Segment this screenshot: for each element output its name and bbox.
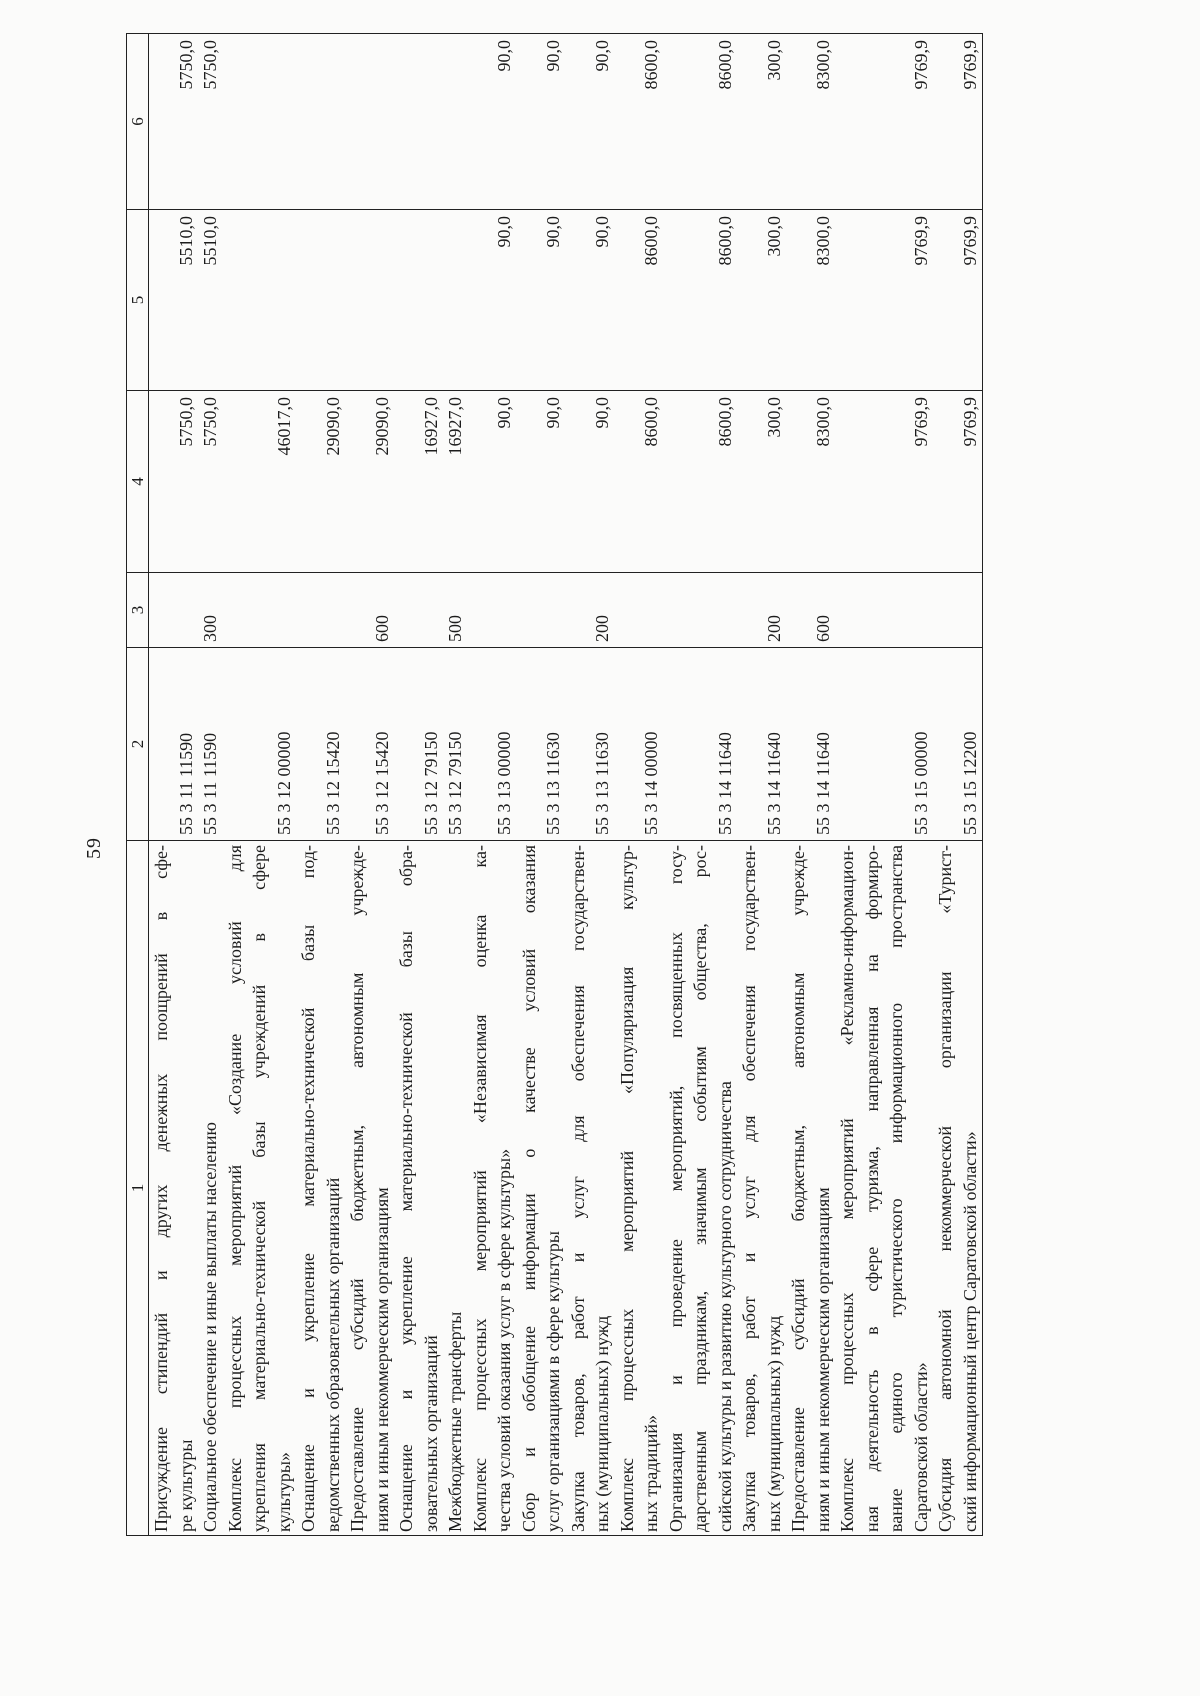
row-code: 55 3 12 79150 xyxy=(420,731,441,835)
row-amount-2023: 8300,0 xyxy=(812,397,833,447)
row-name-cell xyxy=(443,841,468,1536)
row-name-line: Предоставление субсидий бюджетным, автономным учрежде- xyxy=(788,845,808,1532)
table-row xyxy=(198,34,223,1536)
row-amount-2023: 9769,9 xyxy=(959,397,980,447)
row-amount-2024-cell xyxy=(443,210,468,391)
column-header: 6 xyxy=(127,34,149,210)
row-expense-type-cell xyxy=(835,573,933,648)
row-amount-2025-cell xyxy=(468,34,517,210)
row-code-cell xyxy=(468,648,517,841)
table-row xyxy=(223,34,297,1536)
row-name-line: Предоставление субсидий бюджетным, автономным учрежде- xyxy=(347,845,367,1532)
row-amount-2023: 5750,0 xyxy=(175,397,196,447)
row-name-line: культуры» xyxy=(273,1452,294,1532)
row-name-cell xyxy=(223,841,297,1536)
row-expense-type-cell xyxy=(933,573,983,648)
row-expense-type-cell xyxy=(394,573,443,648)
page-number: 59 xyxy=(83,837,105,859)
row-amount-2024: 9769,9 xyxy=(910,216,931,266)
row-amount-2024-cell xyxy=(664,210,738,391)
row-name-cell xyxy=(566,841,615,1536)
row-expense-type-cell xyxy=(517,573,566,648)
row-name-cell xyxy=(296,841,345,1536)
table-row xyxy=(566,34,615,1536)
row-expense-type: 500 xyxy=(445,615,465,642)
row-name-line: Закупка товаров, работ и услуг для обеспечения государствен- xyxy=(567,845,588,1532)
row-name-line: укрепления материально-технической базы учреждений в сфере xyxy=(249,845,269,1532)
row-amount-2025-cell xyxy=(443,34,468,210)
row-name-cell xyxy=(198,841,223,1536)
row-expense-type: 600 xyxy=(812,615,833,642)
row-code: 55 3 12 00000 xyxy=(273,731,294,835)
row-amount-2025: 9769,9 xyxy=(959,40,980,90)
row-expense-type-cell xyxy=(615,573,664,648)
row-amount-2025: 90,0 xyxy=(494,40,514,72)
row-name-line: ных (муниципальных) нужд xyxy=(592,1315,612,1532)
row-amount-2025-cell xyxy=(394,34,443,210)
row-name-line: Комплекс процессных мероприятий «Популяризация культур- xyxy=(616,845,637,1532)
row-amount-2025-cell xyxy=(223,34,297,210)
row-name-line: ре культуры xyxy=(175,1439,196,1532)
row-name-line: дарственным праздникам, значимым событиям общества, рос- xyxy=(690,845,710,1532)
row-amount-2023: 16927,0 xyxy=(445,397,465,456)
row-name-line: ниям и иным некоммерческим организациям xyxy=(812,1187,833,1532)
column-header: 1 xyxy=(127,841,149,1536)
row-amount-2025: 9769,9 xyxy=(910,40,931,90)
row-amount-2024: 90,0 xyxy=(592,216,612,248)
table-row xyxy=(835,34,933,1536)
row-amount-2023-cell xyxy=(394,391,443,573)
row-amount-2024: 90,0 xyxy=(494,216,514,248)
table-header-row xyxy=(127,34,149,1536)
row-name-line: ский информационный центр Саратовской области» xyxy=(959,1131,980,1532)
row-expense-type-cell xyxy=(149,573,199,648)
row-amount-2023: 90,0 xyxy=(494,397,514,429)
row-amount-2024: 5510,0 xyxy=(200,216,220,266)
table-row xyxy=(664,34,738,1536)
row-code-cell xyxy=(664,648,738,841)
row-name-cell xyxy=(933,841,983,1536)
row-amount-2025-cell xyxy=(615,34,664,210)
row-code-cell xyxy=(149,648,199,841)
budget-table xyxy=(126,33,983,1536)
table-row xyxy=(468,34,517,1536)
column-header: 3 xyxy=(127,573,149,648)
row-amount-2025-cell xyxy=(737,34,786,210)
row-name-line: услуг организациями в сфере культуры xyxy=(543,1231,563,1532)
row-expense-type-cell xyxy=(566,573,615,648)
row-amount-2024: 90,0 xyxy=(543,216,563,248)
row-name-line: Закупка товаров, работ и услуг для обеспечения государствен- xyxy=(739,845,759,1532)
row-expense-type: 200 xyxy=(763,615,784,642)
row-code: 55 3 14 11640 xyxy=(812,732,833,835)
row-name-line: чества условий оказания услуг в сфере культуры» xyxy=(494,1148,514,1532)
row-name-line: Социальное обеспечение и иные выплаты населению xyxy=(200,1122,220,1532)
row-amount-2025-cell xyxy=(198,34,223,210)
row-name-line: вание единого туристического информационного пространства xyxy=(886,845,906,1532)
row-amount-2023-cell xyxy=(933,391,983,573)
row-amount-2025-cell xyxy=(786,34,835,210)
row-code-cell xyxy=(786,648,835,841)
row-code-cell xyxy=(223,648,297,841)
row-name-line: Комплекс процессных мероприятий «Рекламно-информацион- xyxy=(837,845,857,1532)
row-amount-2025: 5750,0 xyxy=(200,40,220,90)
row-amount-2023-cell xyxy=(198,391,223,573)
row-code-cell xyxy=(566,648,615,841)
row-amount-2024-cell xyxy=(223,210,297,391)
row-amount-2023-cell xyxy=(223,391,297,573)
table-row xyxy=(345,34,394,1536)
row-expense-type: 300 xyxy=(200,615,220,642)
row-name-line: Субсидия автономной некоммерческой организации «Турист- xyxy=(935,845,955,1532)
row-amount-2024: 9769,9 xyxy=(959,216,980,266)
row-name-line: Межбюджетные трансферты xyxy=(445,1311,465,1532)
table-row xyxy=(149,34,199,1536)
row-expense-type: 600 xyxy=(371,615,392,642)
row-amount-2025: 8600,0 xyxy=(714,40,735,90)
row-expense-type-cell xyxy=(443,573,468,648)
row-expense-type-cell xyxy=(296,573,345,648)
row-name-line: Присуждение стипендий и других денежных поощрений в сфе- xyxy=(151,845,171,1532)
row-code: 55 3 15 12200 xyxy=(959,731,980,835)
column-header: 5 xyxy=(127,210,149,391)
row-name-line: зовательных организаций xyxy=(420,1335,441,1532)
row-expense-type-cell xyxy=(786,573,835,648)
row-amount-2023: 8600,0 xyxy=(641,397,661,447)
row-amount-2023-cell xyxy=(296,391,345,573)
row-amount-2023: 5750,0 xyxy=(200,397,220,447)
row-expense-type-cell xyxy=(664,573,738,648)
row-code-cell xyxy=(443,648,468,841)
row-code: 55 3 13 11630 xyxy=(543,732,563,835)
table-row xyxy=(517,34,566,1536)
row-amount-2023-cell xyxy=(835,391,933,573)
row-name-line: Сбор и обобщение информации о качестве условий оказания xyxy=(518,845,539,1532)
table-row xyxy=(737,34,786,1536)
row-amount-2023-cell xyxy=(443,391,468,573)
row-amount-2023-cell xyxy=(737,391,786,573)
row-code-cell xyxy=(835,648,933,841)
row-name-line: ная деятельность в сфере туризма, направленная на формиро- xyxy=(861,845,882,1532)
row-amount-2024: 300,0 xyxy=(763,216,784,257)
row-amount-2025-cell xyxy=(517,34,566,210)
row-amount-2024-cell xyxy=(517,210,566,391)
row-expense-type: 200 xyxy=(592,615,612,642)
row-amount-2025-cell xyxy=(345,34,394,210)
row-amount-2023: 16927,0 xyxy=(420,397,441,456)
row-expense-type-cell xyxy=(223,573,297,648)
row-name-line: ведомственных образовательных организаций xyxy=(322,1177,343,1532)
row-amount-2024: 8600,0 xyxy=(714,216,735,266)
row-amount-2023: 29090,0 xyxy=(322,397,343,456)
row-code-cell xyxy=(296,648,345,841)
row-code-cell xyxy=(394,648,443,841)
row-amount-2024-cell xyxy=(786,210,835,391)
row-amount-2024-cell xyxy=(394,210,443,391)
row-amount-2025-cell xyxy=(835,34,933,210)
row-amount-2025: 90,0 xyxy=(592,40,612,72)
row-amount-2024-cell xyxy=(345,210,394,391)
row-amount-2024: 5510,0 xyxy=(175,216,196,266)
row-amount-2023-cell xyxy=(517,391,566,573)
row-expense-type-cell xyxy=(737,573,786,648)
row-name-cell xyxy=(664,841,738,1536)
row-name-cell xyxy=(615,841,664,1536)
row-amount-2023-cell xyxy=(345,391,394,573)
row-code: 55 3 14 11640 xyxy=(763,732,784,835)
row-name-cell xyxy=(468,841,517,1536)
row-code-cell xyxy=(517,648,566,841)
row-amount-2023: 90,0 xyxy=(592,397,612,429)
row-amount-2023: 9769,9 xyxy=(910,397,931,447)
row-name-line: Оснащение и укрепление материально-технической базы обра- xyxy=(396,845,416,1532)
row-code-cell xyxy=(198,648,223,841)
row-code: 55 3 12 79150 xyxy=(445,731,465,835)
row-amount-2025: 8300,0 xyxy=(812,40,833,90)
row-amount-2025: 5750,0 xyxy=(175,40,196,90)
table-row xyxy=(296,34,345,1536)
row-amount-2024-cell xyxy=(468,210,517,391)
table-row xyxy=(933,34,983,1536)
row-code-cell xyxy=(737,648,786,841)
row-amount-2023: 90,0 xyxy=(543,397,563,429)
row-name-cell xyxy=(345,841,394,1536)
row-amount-2023: 46017,0 xyxy=(273,397,294,456)
table-row xyxy=(443,34,468,1536)
row-name-line: ных традиций» xyxy=(641,1415,661,1532)
row-code: 55 3 11 11590 xyxy=(200,732,220,835)
row-name-cell xyxy=(835,841,933,1536)
column-header: 2 xyxy=(127,648,149,841)
row-code: 55 3 14 11640 xyxy=(714,732,735,835)
row-code-cell xyxy=(933,648,983,841)
row-code-cell xyxy=(615,648,664,841)
row-name-line: сийской культуры и развитию культурного сотрудничества xyxy=(714,1081,735,1532)
row-code: 55 3 13 00000 xyxy=(494,731,514,835)
row-amount-2024-cell xyxy=(198,210,223,391)
column-header: 4 xyxy=(127,391,149,573)
row-name-line: Саратовской области» xyxy=(910,1362,931,1532)
table-body xyxy=(149,34,983,1536)
row-amount-2024-cell xyxy=(615,210,664,391)
row-name-cell xyxy=(517,841,566,1536)
row-amount-2024: 8600,0 xyxy=(641,216,661,266)
row-amount-2024-cell xyxy=(933,210,983,391)
row-name-cell xyxy=(149,841,199,1536)
row-code-cell xyxy=(345,648,394,841)
row-amount-2025: 300,0 xyxy=(763,40,784,81)
row-name-line: ниям и иным некоммерческим организациям xyxy=(371,1187,392,1532)
row-amount-2024-cell xyxy=(737,210,786,391)
row-name-line: Оснащение и укрепление материально-технической базы под- xyxy=(298,845,318,1532)
row-code: 55 3 12 15420 xyxy=(322,731,343,835)
row-amount-2023: 29090,0 xyxy=(371,397,392,456)
row-name-line: Комплекс процессных мероприятий «Независимая оценка ка- xyxy=(469,845,490,1532)
table-row xyxy=(615,34,664,1536)
row-amount-2023-cell xyxy=(566,391,615,573)
row-amount-2023-cell xyxy=(615,391,664,573)
row-amount-2025-cell xyxy=(566,34,615,210)
row-code: 55 3 11 11590 xyxy=(175,732,196,835)
row-name-cell xyxy=(786,841,835,1536)
row-amount-2025-cell xyxy=(149,34,199,210)
row-code: 55 3 15 00000 xyxy=(910,731,931,835)
table-row xyxy=(394,34,443,1536)
row-code: 55 3 12 15420 xyxy=(371,731,392,835)
row-amount-2023: 8600,0 xyxy=(714,397,735,447)
row-amount-2023-cell xyxy=(149,391,199,573)
row-expense-type-cell xyxy=(198,573,223,648)
row-amount-2024: 8300,0 xyxy=(812,216,833,266)
row-amount-2024-cell xyxy=(296,210,345,391)
row-name-line: ных (муниципальных) нужд xyxy=(763,1315,784,1532)
row-amount-2025-cell xyxy=(296,34,345,210)
row-amount-2023-cell xyxy=(468,391,517,573)
row-amount-2025: 8600,0 xyxy=(641,40,661,90)
row-expense-type-cell xyxy=(468,573,517,648)
row-amount-2025-cell xyxy=(664,34,738,210)
row-amount-2025: 90,0 xyxy=(543,40,563,72)
row-name-line: Организация и проведение мероприятий, посвященных госу- xyxy=(665,845,686,1532)
row-code: 55 3 13 11630 xyxy=(592,732,612,835)
row-amount-2024-cell xyxy=(149,210,199,391)
row-name-line: Комплекс процессных мероприятий «Создание условий для xyxy=(224,845,245,1532)
row-name-cell xyxy=(737,841,786,1536)
row-amount-2025-cell xyxy=(933,34,983,210)
table-row xyxy=(786,34,835,1536)
row-amount-2024-cell xyxy=(835,210,933,391)
row-code: 55 3 14 00000 xyxy=(641,731,661,835)
row-expense-type-cell xyxy=(345,573,394,648)
row-name-cell xyxy=(394,841,443,1536)
row-amount-2024-cell xyxy=(566,210,615,391)
row-amount-2023: 300,0 xyxy=(763,397,784,438)
row-amount-2023-cell xyxy=(786,391,835,573)
row-amount-2023-cell xyxy=(664,391,738,573)
